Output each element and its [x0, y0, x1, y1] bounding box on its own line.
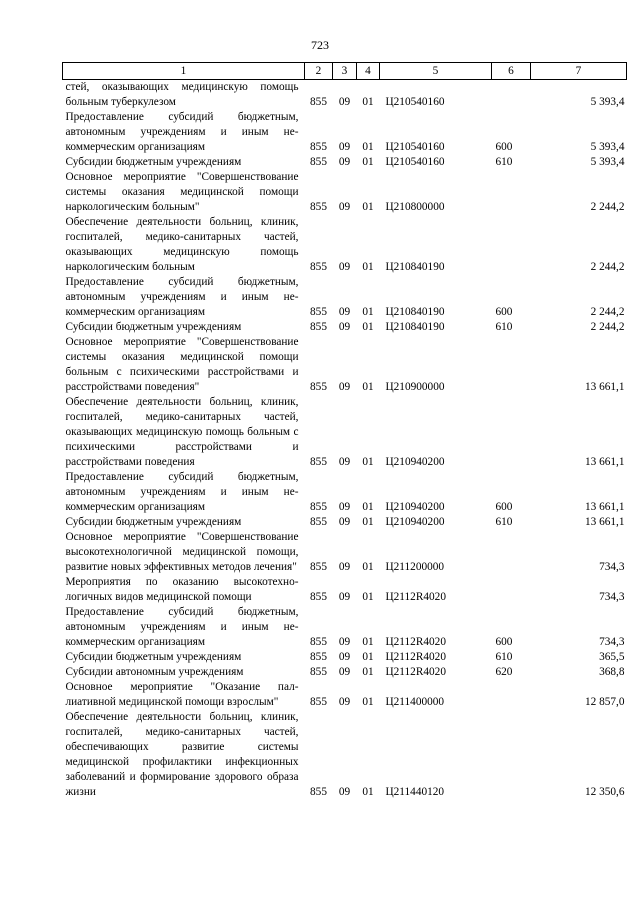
- row-pr: 01: [362, 516, 374, 528]
- row-rz: 09: [338, 636, 351, 648]
- row-sum: 368,8: [599, 666, 625, 678]
- column-header: 5: [380, 63, 492, 80]
- row-rz: 09: [338, 456, 351, 468]
- row-name: Субсидии бюджетным учреждениям: [65, 321, 242, 333]
- row-pr: 01: [362, 591, 374, 603]
- row-csr: Ц210940200: [385, 501, 445, 513]
- row-rz: 09: [338, 156, 351, 168]
- row-csr: Ц211200000: [385, 561, 445, 573]
- row-sum: 13 661,1: [584, 501, 625, 513]
- row-sum: 13 661,1: [584, 456, 625, 468]
- row-vr: [492, 530, 531, 575]
- row-sum: 734,3: [599, 636, 625, 648]
- row-sum: 5 393,4: [590, 96, 625, 108]
- table-row: [63, 335, 627, 395]
- row-name: Основное мероприятие "Оказание паллиативной медицинской помощи взрослым": [65, 681, 299, 708]
- row-rz: 09: [338, 516, 351, 528]
- row-rz: 09: [338, 381, 351, 393]
- row-csr: Ц210940200: [385, 456, 445, 468]
- row-vr: [492, 170, 531, 215]
- row-gr: 855: [310, 696, 327, 708]
- row-vr: [492, 335, 531, 395]
- row-sum: 12 857,0: [584, 696, 625, 708]
- row-csr: Ц210540160: [385, 141, 445, 153]
- row-sum: 5 393,4: [590, 156, 625, 168]
- row-pr: 01: [362, 201, 374, 213]
- row-pr: 01: [362, 141, 374, 153]
- row-pr: 01: [362, 666, 374, 678]
- row-vr: 600: [495, 141, 513, 153]
- row-vr: [492, 710, 531, 800]
- row-name: Обеспечение деятельности больниц, клиник, госпиталей, медико-санитарных частей, оказывающих медицинскую помощь больным с психическими расстройствами и расстройствами поведения: [65, 396, 299, 468]
- row-vr: 610: [495, 516, 513, 528]
- row-gr: 855: [310, 636, 327, 648]
- row-csr: Ц2112R4020: [385, 636, 446, 648]
- row-pr: 01: [362, 261, 374, 273]
- row-vr: 610: [495, 651, 513, 663]
- row-gr: 855: [310, 201, 327, 213]
- row-pr: 01: [362, 381, 374, 393]
- row-name: Основное мероприятие "Совершенствование системы оказания медицинской помощи наркологическим больным": [65, 171, 299, 213]
- row-vr: 600: [495, 501, 513, 513]
- row-sum: 734,3: [599, 561, 625, 573]
- row-vr: [492, 680, 531, 710]
- row-rz: 09: [338, 501, 351, 513]
- row-name: Субсидии бюджетным учреждениям: [65, 651, 242, 663]
- row-csr: Ц210940200: [385, 516, 445, 528]
- row-csr: Ц210540160: [385, 156, 445, 168]
- row-name: Субсидии автономным учреждениям: [65, 666, 244, 678]
- table-row: [63, 530, 627, 575]
- row-pr: 01: [362, 96, 374, 108]
- row-sum: 12 350,6: [584, 786, 625, 798]
- row-csr: Ц210800000: [385, 201, 445, 213]
- table-row: [63, 665, 627, 680]
- row-gr: 855: [310, 786, 327, 798]
- page-number: 723: [311, 38, 329, 52]
- row-name: Предоставление субсидий бюджетным, автономным учреждениям и иным некоммерческим организациям: [65, 276, 299, 318]
- row-pr: 01: [362, 696, 374, 708]
- table-row: [63, 155, 627, 170]
- row-rz: 09: [338, 696, 351, 708]
- row-name: Обеспечение деятельности больниц, клиник, госпиталей, медико-санитарных частей, обеспечивающих развитие системы медицинской профилактики инфекционных заболеваний и формирование здорового образа жизни: [65, 711, 299, 798]
- table-row: [63, 395, 627, 470]
- column-header: 1: [63, 63, 305, 80]
- row-rz: 09: [338, 261, 351, 273]
- row-pr: 01: [362, 156, 374, 168]
- row-vr: [492, 395, 531, 470]
- row-sum: 2 244,2: [590, 306, 625, 318]
- table-row: [63, 515, 627, 530]
- table-row: [63, 170, 627, 215]
- row-name: Предоставление субсидий бюджетным, автономным учреждениям и иным некоммерческим организациям: [65, 471, 299, 513]
- row-rz: 09: [338, 666, 351, 678]
- row-csr: Ц211440120: [385, 786, 445, 798]
- column-header: 6: [492, 63, 531, 80]
- row-csr: Ц210840190: [385, 321, 445, 333]
- budget-table: [62, 62, 627, 800]
- row-gr: 855: [310, 321, 327, 333]
- row-pr: 01: [362, 456, 374, 468]
- row-csr: Ц210840190: [385, 306, 445, 318]
- row-vr: 620: [495, 666, 513, 678]
- row-gr: 855: [310, 651, 327, 663]
- row-vr: 610: [495, 156, 513, 168]
- row-rz: 09: [338, 561, 351, 573]
- column-header: 4: [357, 63, 380, 80]
- row-vr: [492, 80, 531, 111]
- row-sum: 2 244,2: [590, 321, 625, 333]
- table-row: [63, 275, 627, 320]
- row-rz: 09: [338, 651, 351, 663]
- row-pr: 01: [362, 786, 374, 798]
- row-sum: 2 244,2: [590, 201, 625, 213]
- row-name: стей, оказывающих медицинскую помощь больным туберкулезом: [65, 81, 299, 108]
- row-vr: [492, 575, 531, 605]
- row-gr: 855: [310, 306, 327, 318]
- row-pr: 01: [362, 501, 374, 513]
- row-sum: 5 393,4: [590, 141, 625, 153]
- table-row: [63, 80, 627, 111]
- row-rz: 09: [338, 591, 351, 603]
- table-body: [63, 80, 627, 801]
- table-row: [63, 605, 627, 650]
- row-csr: Ц2112R4020: [385, 651, 446, 663]
- row-gr: 855: [310, 96, 327, 108]
- column-header: 2: [305, 63, 333, 80]
- row-rz: 09: [338, 786, 351, 798]
- row-gr: 855: [310, 156, 327, 168]
- row-name: Основное мероприятие "Совершенствование системы оказания медицинской помощи больным с психическими расстройствами и расстройствами поведения": [65, 336, 299, 393]
- table-row: [63, 215, 627, 275]
- column-header: 7: [531, 63, 627, 80]
- row-pr: 01: [362, 561, 374, 573]
- table-row: [63, 680, 627, 710]
- row-csr: Ц2112R4020: [385, 591, 446, 603]
- row-rz: 09: [338, 96, 351, 108]
- row-pr: 01: [362, 636, 374, 648]
- table-header: [63, 63, 627, 80]
- row-rz: 09: [338, 306, 351, 318]
- row-sum: 365,5: [599, 651, 625, 663]
- row-csr: Ц210540160: [385, 96, 445, 108]
- row-rz: 09: [338, 201, 351, 213]
- row-name: Предоставление субсидий бюджетным, автономным учреждениям и иным некоммерческим организациям: [65, 606, 299, 648]
- row-pr: 01: [362, 321, 374, 333]
- row-gr: 855: [310, 501, 327, 513]
- row-name: Основное мероприятие "Совершенствование высокотехнологичной медицинской помощи, развитие новых эффективных методов лечения": [65, 531, 299, 573]
- row-name: Предоставление субсидий бюджетным, автономным учреждениям и иным некоммерческим организациям: [65, 111, 299, 153]
- row-gr: 855: [310, 666, 327, 678]
- row-name: Субсидии бюджетным учреждениям: [65, 156, 242, 168]
- row-csr: Ц210840190: [385, 261, 445, 273]
- row-sum: 13 661,1: [584, 516, 625, 528]
- row-vr: 610: [495, 321, 513, 333]
- row-name: Обеспечение деятельности больниц, клиник, госпиталей, медико-санитарных частей, оказывающих медицинскую помощь наркологическим больным: [65, 216, 299, 273]
- row-vr: [492, 215, 531, 275]
- row-pr: 01: [362, 651, 374, 663]
- table-row: [63, 650, 627, 665]
- row-csr: Ц211400000: [385, 696, 445, 708]
- table-row: [63, 470, 627, 515]
- row-sum: 13 661,1: [584, 381, 625, 393]
- row-sum: 734,3: [599, 591, 625, 603]
- table-row: [63, 320, 627, 335]
- row-gr: 855: [310, 261, 327, 273]
- table-row: [63, 710, 627, 800]
- table-row: [63, 110, 627, 155]
- row-gr: 855: [310, 381, 327, 393]
- row-csr: Ц2112R4020: [385, 666, 446, 678]
- row-vr: 600: [495, 306, 513, 318]
- row-sum: 2 244,2: [590, 261, 625, 273]
- row-vr: 600: [495, 636, 513, 648]
- row-csr: Ц210900000: [385, 381, 445, 393]
- row-name: Субсидии бюджетным учреждениям: [65, 516, 242, 528]
- row-rz: 09: [338, 141, 351, 153]
- row-gr: 855: [310, 141, 327, 153]
- row-gr: 855: [310, 591, 327, 603]
- row-gr: 855: [310, 456, 327, 468]
- row-name: Мероприятия по оказанию высокотехнологичных видов медицинской помощи: [65, 576, 299, 603]
- column-header: 3: [333, 63, 357, 80]
- row-gr: 855: [310, 561, 327, 573]
- row-pr: 01: [362, 306, 374, 318]
- row-rz: 09: [338, 321, 351, 333]
- row-gr: 855: [310, 516, 327, 528]
- table-row: [63, 575, 627, 605]
